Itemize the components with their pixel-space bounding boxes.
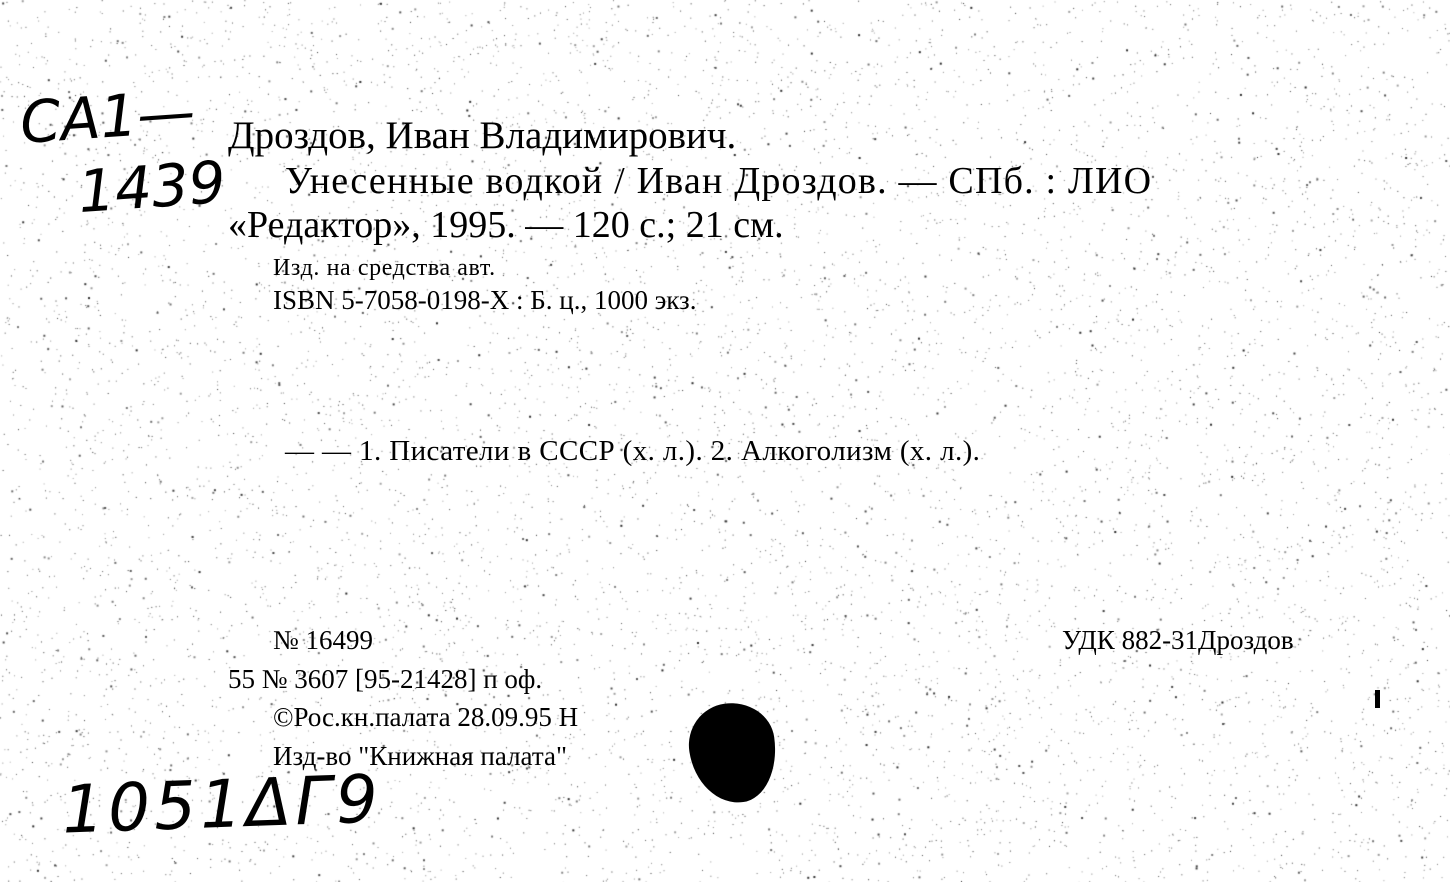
isbn-line: ISBN 5-7058-0198-X : Б. ц., 1000 экз. [273,285,697,315]
author-heading: Дроздов, Иван Владимирович. [228,114,737,157]
record-number: № 16499 [273,625,374,655]
handwritten-shelf-mark-line1: CA1— [17,76,198,158]
title-line-2: «Редактор», 1995. — 120 с.; 21 см. [228,204,784,246]
subject-headings: — — 1. Писатели в СССР (х. л.). 2. Алкоголизм (х. л.). [285,435,981,467]
udk-classification: УДК 882-31Дроздов [1062,625,1294,655]
ink-mark [1375,690,1380,708]
handwritten-shelf-mark-line2: 1439 [75,147,228,227]
publisher-line: Изд-во "Книжная палата" [273,741,567,771]
copyright-line: ©Рос.кн.палата 28.09.95 Н [273,702,579,732]
order-line: 55 № 3607 [95-21428] п оф. [228,664,543,694]
title-line-1: Унесенные водкой / Иван Дроздов. — СПб. : ЛИО [285,160,1153,202]
handwritten-inventory-number: 1051ΔГ9 [60,760,384,849]
publication-note: Изд. на средства авт. [273,255,496,281]
